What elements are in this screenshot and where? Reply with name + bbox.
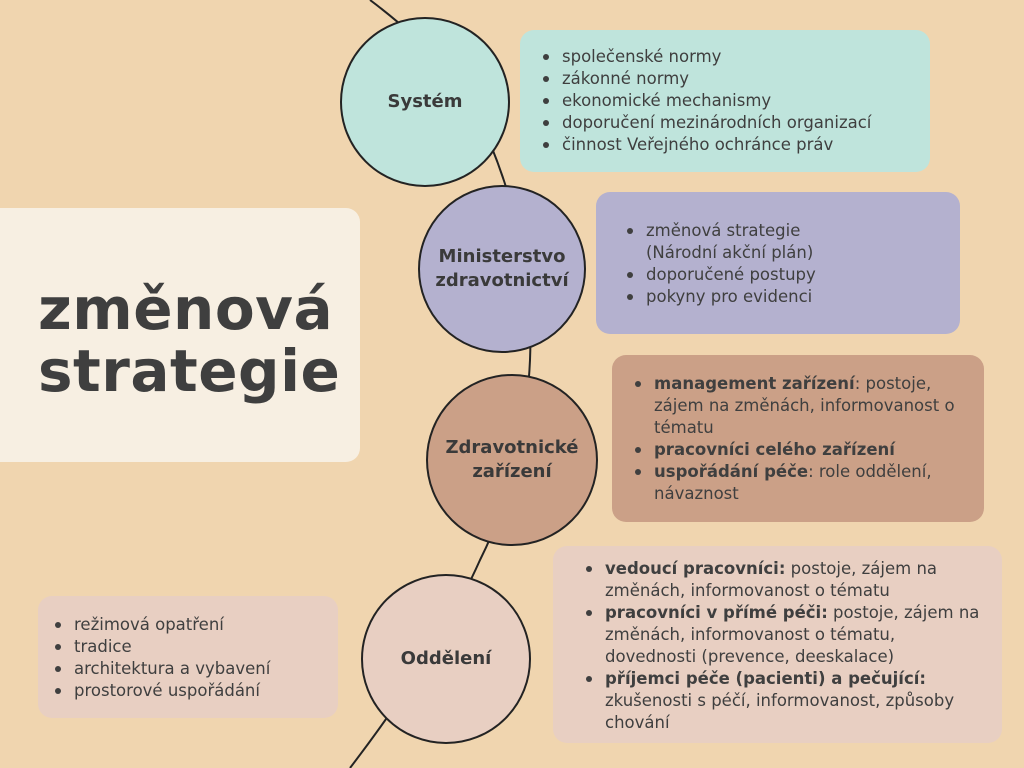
facility-box <box>612 355 984 522</box>
department-item-text: postoje, zájem na změnách, informovanost o tématu <box>605 559 938 600</box>
circle-ministry-label-1: Ministerstvo <box>438 246 566 267</box>
facility-item <box>632 373 970 439</box>
department-box <box>553 546 1002 743</box>
facility-item-bold: pracovníci celého zařízení <box>654 440 895 459</box>
circle-system <box>340 17 510 187</box>
environment-item: režimová opatření <box>52 614 328 636</box>
facility-item-text: : postoje, zájem na změnách, informovanost o tématu <box>654 374 955 437</box>
system-item: zákonné normy <box>540 68 920 90</box>
title-line-1: změnová <box>38 275 334 343</box>
facility-item-bold: management zařízení <box>654 374 855 393</box>
ministry-box <box>596 192 960 334</box>
circle-ministry-label-2: zdravotnictví <box>435 270 569 291</box>
system-item: ekonomické mechanismy <box>540 90 920 112</box>
ministry-item: pokyny pro evidenci <box>624 286 950 308</box>
department-item-bold: pracovníci v přímé péči: <box>605 603 828 622</box>
department-item <box>583 558 988 602</box>
department-item <box>583 668 988 734</box>
system-item: společenské normy <box>540 46 920 68</box>
facility-item <box>632 461 970 505</box>
system-item: doporučení mezinárodních organizací <box>540 112 920 134</box>
facility-item <box>632 439 970 461</box>
title-line-2: strategie <box>38 337 341 405</box>
ministry-item: doporučené postupy <box>624 264 950 286</box>
circle-system-label: Systém <box>387 91 463 112</box>
circle-facility-label-1: Zdravotnické <box>445 437 579 458</box>
facility-item-text: : role oddělení, návaznost <box>654 462 932 503</box>
circle-facility <box>426 374 598 546</box>
system-box <box>520 30 930 172</box>
environment-item: prostorové uspořádání <box>52 680 328 702</box>
circle-ministry <box>418 185 586 353</box>
department-item-text: postoje, zájem na změnách, informovanost o tématu, dovednosti (prevence, deeskalace) <box>605 603 980 666</box>
circle-department-label: Oddělení <box>400 648 492 669</box>
circle-department <box>361 574 531 744</box>
environment-item: architektura a vybavení <box>52 658 328 680</box>
department-item-bold: vedoucí pracovníci: <box>605 559 786 578</box>
environment-box <box>38 596 338 718</box>
department-item-bold: příjemci péče (pacienti) a pečující: <box>605 669 926 688</box>
environment-item: tradice <box>52 636 328 658</box>
facility-item-bold: uspořádání péče <box>654 462 809 481</box>
circle-facility-label-2: zařízení <box>472 461 552 482</box>
system-item: činnost Veřejného ochránce práv <box>540 134 920 156</box>
department-item <box>583 602 988 668</box>
ministry-item: změnová strategie (Národní akční plán) <box>624 220 856 264</box>
title-panel <box>0 208 360 462</box>
department-item-text: zkušenosti s péčí, informovanost, způsoby chování <box>605 691 955 732</box>
